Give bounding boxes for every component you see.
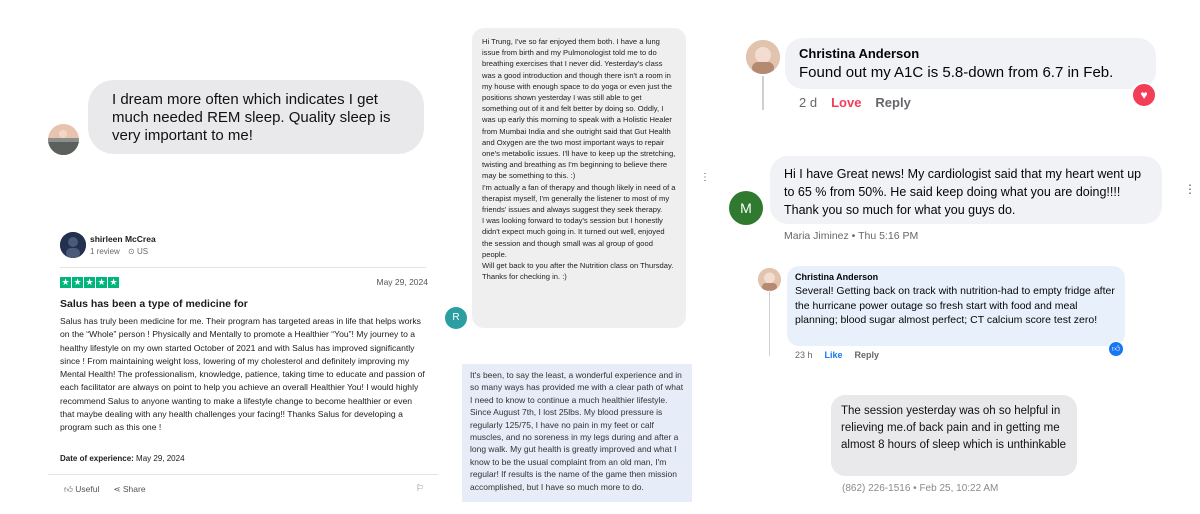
sms-text: The session yesterday was oh so helpful in relieving me.of back pain and in getting me almost 8 hours of sleep which is unthinkable xyxy=(841,405,1067,451)
more-options-icon[interactable]: ⋮ xyxy=(1184,182,1196,196)
share-button[interactable] xyxy=(113,484,145,495)
useful-label: Useful xyxy=(75,484,100,494)
thread-line xyxy=(762,76,764,110)
chat-bubble-dream xyxy=(88,80,424,154)
comment-actions xyxy=(795,350,879,360)
location-pin-icon: ⊙ xyxy=(128,247,135,256)
reviewer-meta xyxy=(90,247,148,256)
chat-bubble-text: I dream more often which indicates I get much needed REM sleep. Quality sleep is very important to me! xyxy=(112,91,391,144)
share-label: Share xyxy=(122,484,146,494)
review-actions xyxy=(64,484,146,495)
christina-avatar-small[interactable] xyxy=(758,268,781,291)
testimonial-note xyxy=(462,364,692,502)
love-button[interactable]: Love xyxy=(831,95,862,110)
comment-bubble-cardiologist xyxy=(770,156,1162,224)
reply-button[interactable]: Reply xyxy=(854,350,880,360)
comment-actions xyxy=(799,95,911,110)
divider xyxy=(60,267,426,268)
like-button[interactable]: Like xyxy=(824,350,843,360)
maria-avatar[interactable]: M xyxy=(729,191,763,225)
note-text: It's been, to say the least, a wonderful experience and in so many ways has provided me with a clear path of what I need to know to continue a much healthier lifestyle. Since August 7th, I lost 25lbs. My blood pressure is regularly 125/75, I have no pain in my feet or calf muscles, and no soreness in my legs during and after a long walk. My gut health is greatly improved and what I know to be the usual complaint from an old man, I'm regular! If results is the name of the game then mission accomplished, but I have so much more to do. xyxy=(470,370,684,492)
review-body: Salus has truly been medicine for me. Their program has targeted areas in life that helps works on the “Whole” person ! Physically and Mentally to promote a Healthier “You”! My journey to a healthy lifestyle on my own started October of 2021 and with Salus has improved significantly since ! From maintaining weight loss, lowering of my cholesterol and definitely improving my Mental Health! The professionalism, knowledge, patience, taking time to educate and passion of each facilitator are always on point to help you achieve an overall Healthier You! I would highly recommend Salus to anyone wanting to make a lifestyle change to become healthier or even that maybe dealing with any health challenges your facing!! Thanks Salus for developing a program such as this one ! xyxy=(60,316,425,433)
star-icon: ★ xyxy=(85,277,94,287)
star-icon: ★ xyxy=(61,277,70,287)
like-reaction-icon[interactable]: 👍︎ xyxy=(1108,341,1124,357)
star-icon: ★ xyxy=(73,277,82,287)
love-reaction-icon[interactable]: ♥ xyxy=(1131,82,1157,108)
comment-bubble-a1c xyxy=(785,38,1156,89)
message-bubble-long xyxy=(472,28,686,328)
review-date: May 29, 2024 xyxy=(376,277,428,287)
comment-text: Found out my A1C is 5.8-down from 6.7 in Feb. xyxy=(799,64,1114,81)
date-of-experience xyxy=(60,454,185,463)
comment-bubble-nutrition xyxy=(787,266,1125,346)
christina-avatar[interactable] xyxy=(746,40,780,74)
divider xyxy=(48,474,438,475)
star-rating xyxy=(60,277,119,288)
user-avatar-sunset xyxy=(48,124,79,155)
reviewer-avatar xyxy=(60,232,86,258)
more-options-icon[interactable]: ⋮ xyxy=(700,172,710,183)
sender-avatar-r: R xyxy=(445,307,467,329)
comment-text: Hi I have Great news! My cardiologist said that my heart went up to 65 % from 50%. He said keep doing what you are doing!!!! Thank you so much for what you guys do. xyxy=(784,167,1142,217)
flag-icon[interactable]: ⚐ xyxy=(415,483,424,493)
comment-time: 23 h xyxy=(795,350,813,360)
thread-line xyxy=(769,290,770,356)
trustpilot-review-card xyxy=(48,222,438,512)
useful-button[interactable] xyxy=(64,484,99,495)
thumbs-up-icon: 👍︎ xyxy=(64,484,73,494)
reply-button[interactable]: Reply xyxy=(875,95,911,110)
star-icon: ★ xyxy=(97,277,106,287)
reviews-count: 1 review xyxy=(90,247,120,256)
experience-date: May 29, 2024 xyxy=(136,454,185,463)
comment-meta: Maria Jiminez • Thu 5:16 PM xyxy=(784,230,919,242)
sms-meta: (862) 226-1516 • Feb 25, 10:22 AM xyxy=(842,483,999,494)
commenter-name[interactable]: Christina Anderson xyxy=(795,272,879,282)
star-icon: ★ xyxy=(109,277,118,287)
commenter-name[interactable]: Christina Anderson xyxy=(799,46,920,61)
comment-text: Several! Getting back on track with nutrition-had to empty fridge after the hurricane power outage so fresh start with food and meal planning; blood sugar almost perfect; CT calcium score test zero! xyxy=(795,285,1115,326)
reviewer-name[interactable]: shirleen McCrea xyxy=(90,234,156,244)
review-title: Salus has been a type of medicine for xyxy=(60,298,248,310)
reviewer-country: US xyxy=(136,247,149,256)
sms-bubble-back-pain xyxy=(831,395,1077,476)
experience-label: Date of experience: xyxy=(60,454,134,463)
comment-time: 2 d xyxy=(799,95,818,110)
share-icon: ⋖ xyxy=(113,484,121,494)
message-text: Hi Trung, I've so far enjoyed them both. I have a lung issue from birth and my Pulmonologist told me to do breathing exercises that I never did. Yesterday's class was a good introduction and though there isn't a room in my house with enough space to do yoga or even just the positions shown yesterday I was still able to get something out of it and felt better by doing so. Oddly, I was up early this morning to speak with a Holistic Healer from Mumbai India and she outright said that Gut Health and Oxygen are the two most important ways to repair one's metabolic issues. I'll have to keep up the stretching, twisting and breathing as I'm beginning to believe there may be something to this. :) I'm actually a fan of therapy and though likely in need of a therapist myself, I'm generally the listener to most of my friends' issues and always suggest they seek therapy. I was looking forward to today's session but I honestly didn't expect much going in. It turned out well, enjoyed the session and though small was al group of good people. Will get back to you after the Nutrition class on Thursday. Thanks for checking in. :) xyxy=(482,37,676,282)
